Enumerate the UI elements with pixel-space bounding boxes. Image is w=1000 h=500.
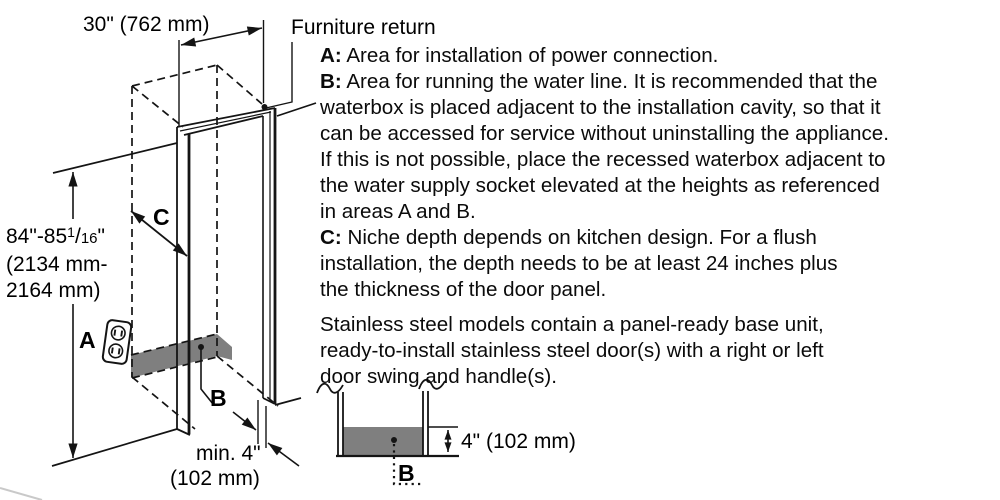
power-outlet-icon	[102, 320, 132, 365]
page-corner-artifact	[0, 488, 42, 500]
paragraph: A: Area for installation of power connection.	[320, 44, 719, 67]
min-clearance-label-line1: min. 4"	[196, 442, 261, 465]
furniture-return-leader	[266, 42, 292, 108]
furniture-return-point	[262, 104, 268, 110]
height-dimension-line1: $84"-85^1/16$"	[6, 224, 105, 248]
cross-section-b-point	[391, 437, 397, 443]
paragraph: C: Niche depth depends on kitchen design. For a flush installation, the depth needs to be at least 24 inches plus the thickness of the door panel.	[320, 226, 838, 301]
area-b-point	[198, 344, 204, 350]
width-dimension-label: 30" (762 mm)	[83, 13, 210, 36]
height-dimension-line2: (2134 mm-	[6, 253, 108, 276]
text-panel	[320, 43, 1000, 390]
min-clearance-label-line2: (102 mm)	[170, 467, 260, 490]
paragraph: B: Area for running the water line. It is recommended that the waterbox is placed adjacent to the installation cavity, so that it can be accessed for service without uninstalling the appliance. If this is not possible, place the recessed waterbox adjacent to the water supply socket elevated at the heights as referenced in areas A and B.	[320, 70, 889, 223]
cross-section-water-area	[343, 427, 423, 456]
paragraph: Stainless steel models contain a panel-ready base unit, ready-to-install stainless steel door(s) with a right or left door swing and handle(s).	[320, 313, 824, 388]
area-c-label: C	[153, 204, 170, 230]
height-dimension-label	[6, 219, 128, 304]
cross-section-dimension-label: 4" (102 mm)	[461, 430, 576, 453]
cross-section-b-label: B	[398, 460, 415, 486]
cavity-dashed-outline	[131, 65, 278, 429]
height-dimension-line3: 2164 mm)	[6, 279, 101, 302]
area-a-label: A	[79, 327, 96, 353]
cross-section-detail	[317, 380, 459, 484]
furniture-return-label: Furniture return	[291, 16, 436, 39]
area-b-label: B	[210, 385, 227, 411]
